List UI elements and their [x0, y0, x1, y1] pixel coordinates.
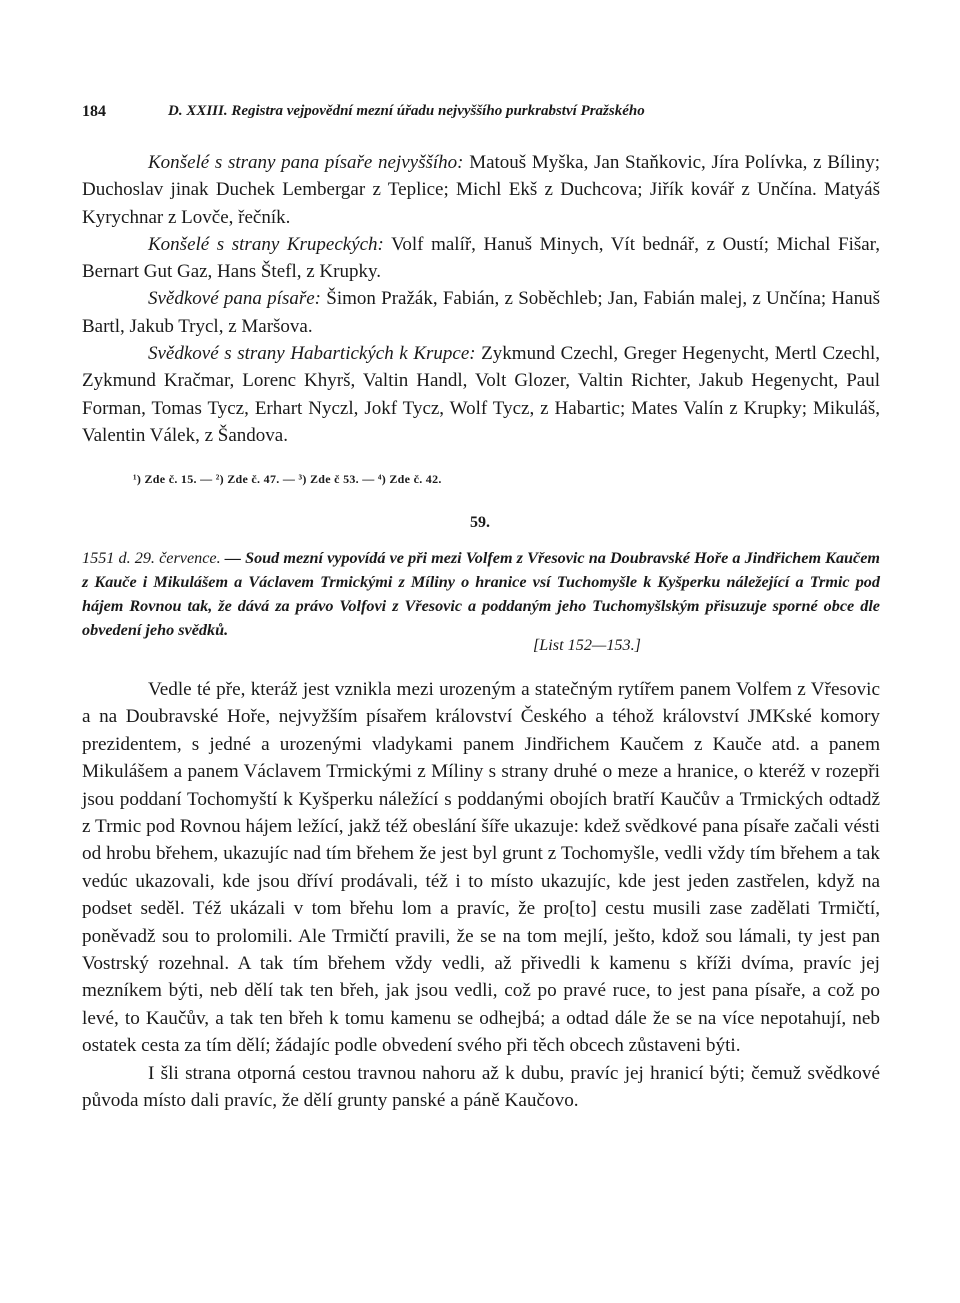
witness-paragraph: [82, 285, 880, 340]
document-number: 59.: [470, 514, 490, 531]
running-header: [82, 103, 882, 127]
witness-names: Matouš Myška, Jan Staňkovic, Jíra Polívka, z Bíliny; Duchoslav jinak Duchek Lembergar z Teplice; Michl Ekš z Duchcova; Jiřík kovář z Unčína. Matyáš Kyrychnar z Lovče, řečník.: [82, 152, 880, 228]
witness-paragraph: [82, 340, 880, 449]
body-paragraph: Vedle té pře, kteráž jest vznikla mezi urozeným a statečným rytířem panem Volfem z Vřesovic a na Doubravské Hoře, nejvyžším písařem království Českého a téhož království JMKské komory prezidentem, s jedné a urozenými vladykami panem Jindřichem Kaučem z Kauče atd. a panem Mikulášem a panem Václavem Trmickými z Míliny s strany druhé o meze a hranice, o kteréž v rozepři jsou poddaní Tochomyští k Kyšperku náležící s poddanými obojích bratří Kaučův a Trmických odtadž z Trmic pod Rovnou hájem ležící, jakž též obeslání šíře ukazuje: kdež svědkové pana písaře začali vésti od hrobu břehem, ukazujíc nad tím břehem že jest byl grunt z Tochomyšle, vedli vždy tím břehem a tak vedúc ukazovali, kde jsou dříví prodávali, též i to místo ukazujíc, kde jest jeden zastřelen, když na podset seděl. Též ukázali v tom břehu lom a pravíc, že pro[to] cestu musili zase zadělati Trmičtí, poněvadž sou to prolomili. Ale Trmičtí pravili, že se na tom mejlí, ješto, kdož sou lámali, ty jest pan Vostrský rozehnal. A tak tím břehem vždy vedli, až přivedli k kamenu s kříži dvíma, pravíc jej mezníkem býti, neb dělí tak ten břeh, jak jsou vedli, což po pravé ruce, to jest pana písaře, a což po levé, to Kaučův, a tak ten břeh k tomu kamenu se odhejbá; a odtad dále že se na více nepotahují, neb ostatek cesta za tím dělí; žádajíc podle obvedení svého při těch obcech zůstaveni býti.: [82, 679, 880, 1057]
witness-group-heading: Konšelé s strany pana písaře nejvyššího:: [148, 152, 464, 173]
witness-group-heading: Svědkové s strany Habartických k Krupce:: [148, 343, 476, 365]
regest-date: 1551 d. 29. července.: [82, 549, 221, 567]
witness-names: Volf malíř, Hanuš Minych, Vít bednář, z Oustí; Michal Fišar, Bernart Gut Gaz, Hans Štefl, z Krupky.: [82, 233, 880, 283]
witness-paragraph: [82, 231, 880, 286]
witness-group-heading: Svědkové pana písaře:: [148, 288, 321, 310]
page-number: 184: [82, 103, 106, 120]
regest-summary: — Soud mezní vypovídá ve při mezi Volfem z Vřesovic na Doubravské Hoře a Jindřichem Kaučem z Kauče i Mikulášem a Václavem Trmickými z Míliny o hranice vsí Tuchomyšle k Kyšperku náležející a Trmic pod hájem Rovnou tak, že dává za právo Volfovi z Vřesovic a poddaným jeho Tuchomyšlským přisuzuje sporné obce dle obvedení jeho svědků.: [82, 549, 880, 639]
witness-group-heading: Konšelé s strany Krupeckých:: [148, 233, 384, 255]
regest: [82, 546, 880, 642]
footnotes: ¹) Zde č. 15. — ²) Zde č. 47. — ³) Zde č 53. — ⁴) Zde č. 42.: [133, 472, 442, 486]
running-title: D. XXIII. Registra vejpovědní mezní úřadu nejvyššího purkrabství Pražského: [168, 103, 645, 119]
list-reference: [List 152—153.]: [533, 636, 641, 654]
witness-names: Šimon Pražák, Fabián, z Soběchleb; Jan, Fabián malej, z Unčína; Hanuš Bartl, Jakub Trycl, z Maršova.: [82, 288, 880, 337]
document-body: [82, 676, 880, 1115]
witness-paragraph: [82, 149, 880, 231]
witness-lists: [82, 149, 880, 449]
witness-names: Zykmund Czechl, Greger Hegenycht, Mertl Czechl, Zykmund Kračmar, Lorenc Khyrš, Valtin Handl, Volt Glozer, Valtin Richter, Jakub Hegenycht, Paul Forman, Tomas Tycz, Erhart Nyczl, Jokf Tycz, Wolf Tycz, z Habartic; Mates Valín z Krupky; Mikuláš, Valentin Válek, z Šandova.: [82, 343, 880, 446]
body-paragraph: I šli strana otporná cestou travnou nahoru až k dubu, pravíc jej hranicí býti; čemuž svědkové původa místo dali pravíc, že dělí grunty panské a páně Kaučovo.: [82, 1062, 880, 1112]
